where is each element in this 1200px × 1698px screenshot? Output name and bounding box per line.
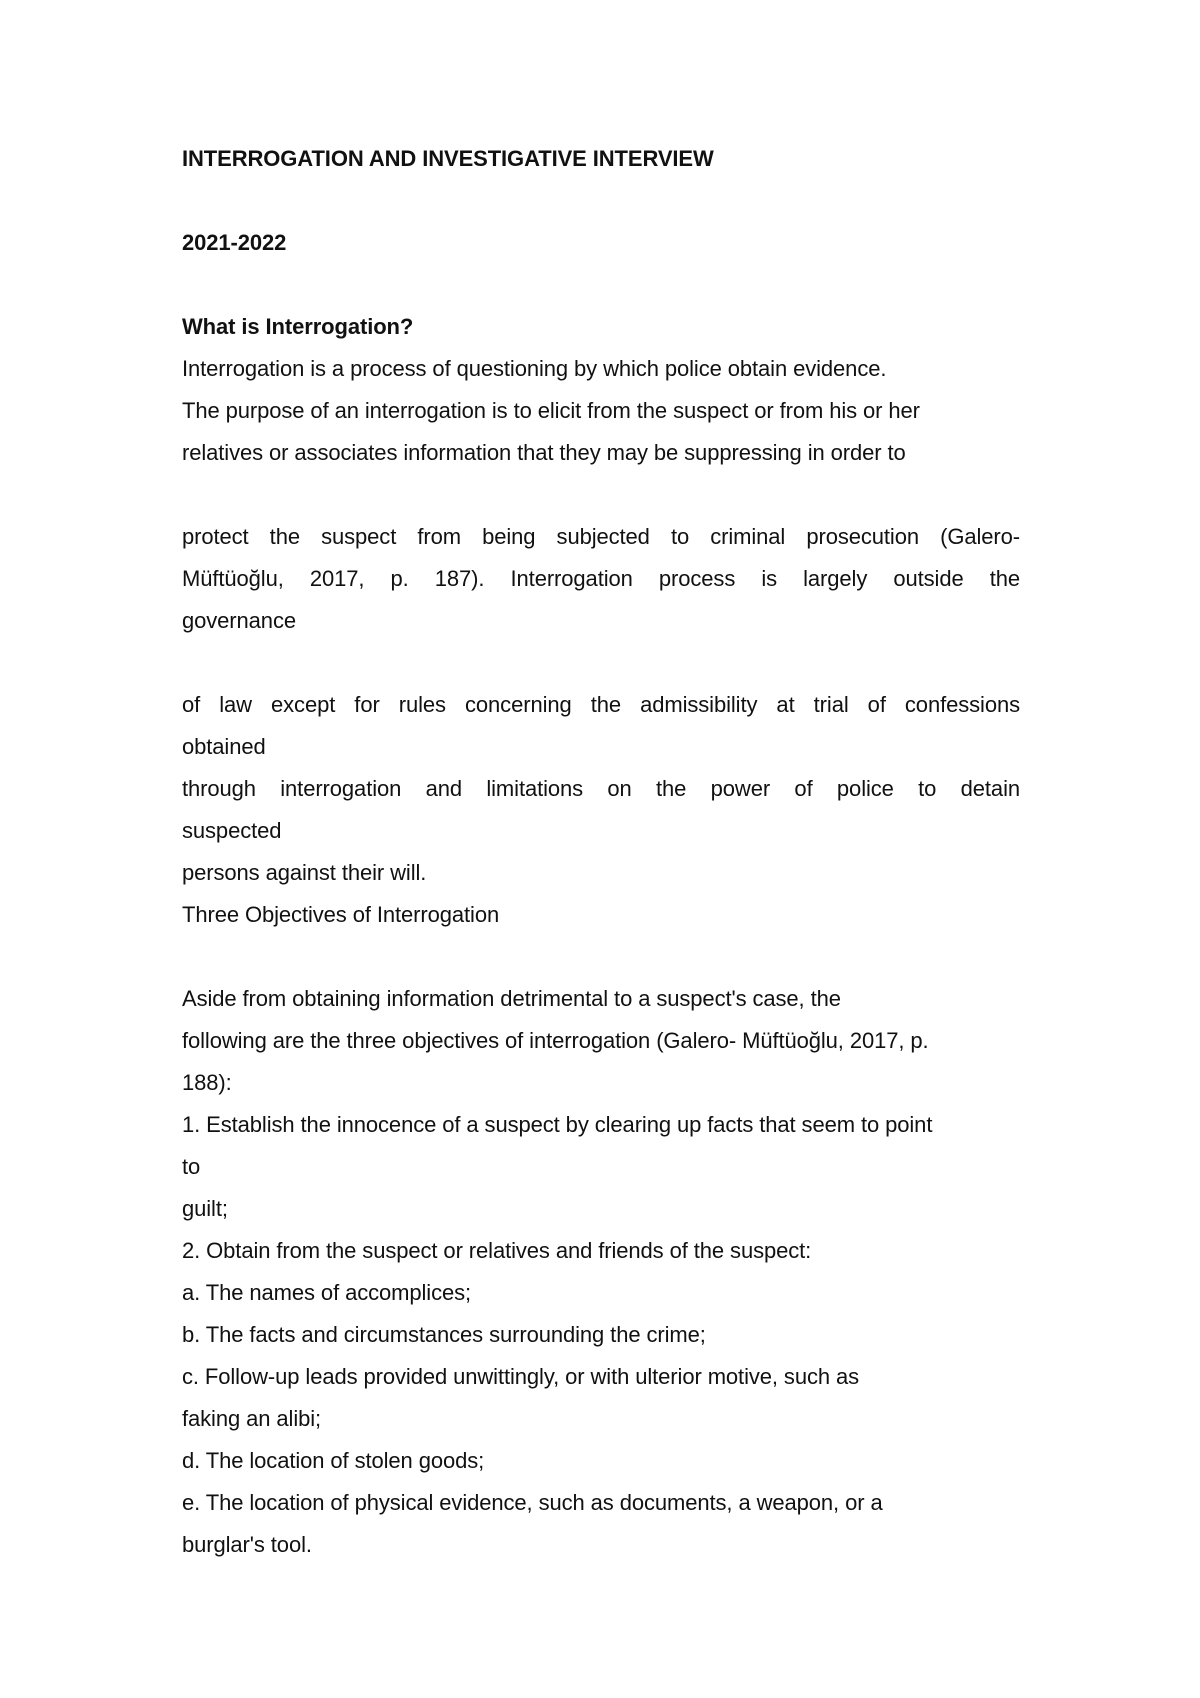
body-line: through interrogation and limitations on the power of police to detain — [182, 776, 1020, 801]
sub-list-item: faking an alibi; — [182, 1406, 322, 1431]
body-line: The purpose of an interrogation is to elicit from the suspect or from his or her — [182, 398, 920, 423]
body-line: Interrogation is a process of questioning by which police obtain evidence. — [182, 356, 887, 381]
section-heading: What is Interrogation? — [182, 314, 414, 339]
list-item: to — [182, 1154, 201, 1179]
body-line: governance — [182, 608, 296, 633]
body-line: Müftüoğlu, 2017, p. 187). Interrogation process is largely outside the — [182, 566, 1020, 591]
document-year: 2021-2022 — [182, 230, 287, 255]
sub-list-item: d. The location of stolen goods; — [182, 1448, 485, 1473]
sub-list-item: burglar's tool. — [182, 1532, 312, 1557]
list-item: 2. Obtain from the suspect or relatives and friends of the suspect: — [182, 1238, 812, 1263]
sub-list-item: b. The facts and circumstances surrounding the crime; — [182, 1322, 706, 1347]
subheading: Three Objectives of Interrogation — [182, 902, 500, 927]
sub-list-item: c. Follow-up leads provided unwittingly, or with ulterior motive, such as — [182, 1364, 860, 1389]
body-line: 188): — [182, 1070, 232, 1095]
list-item: guilt; — [182, 1196, 228, 1221]
body-line: obtained — [182, 734, 266, 759]
body-line: protect the suspect from being subjected to criminal prosecution (Galero- — [182, 524, 1020, 549]
list-item: 1. Establish the innocence of a suspect by clearing up facts that seem to point — [182, 1112, 933, 1137]
body-line: suspected — [182, 818, 282, 843]
sub-list-item: a. The names of accomplices; — [182, 1280, 472, 1305]
body-line: of law except for rules concerning the admissibility at trial of confessions — [182, 692, 1020, 717]
body-line: relatives or associates information that they may be suppressing in order to — [182, 440, 906, 465]
body-line: Aside from obtaining information detrimental to a suspect's case, the — [182, 986, 841, 1011]
body-line: following are the three objectives of interrogation (Galero- Müftüoğlu, 2017, p. — [182, 1028, 929, 1053]
document-title: INTERROGATION AND INVESTIGATIVE INTERVIEW — [182, 146, 714, 171]
body-line: persons against their will. — [182, 860, 427, 885]
sub-list-item: e. The location of physical evidence, such as documents, a weapon, or a — [182, 1490, 883, 1515]
